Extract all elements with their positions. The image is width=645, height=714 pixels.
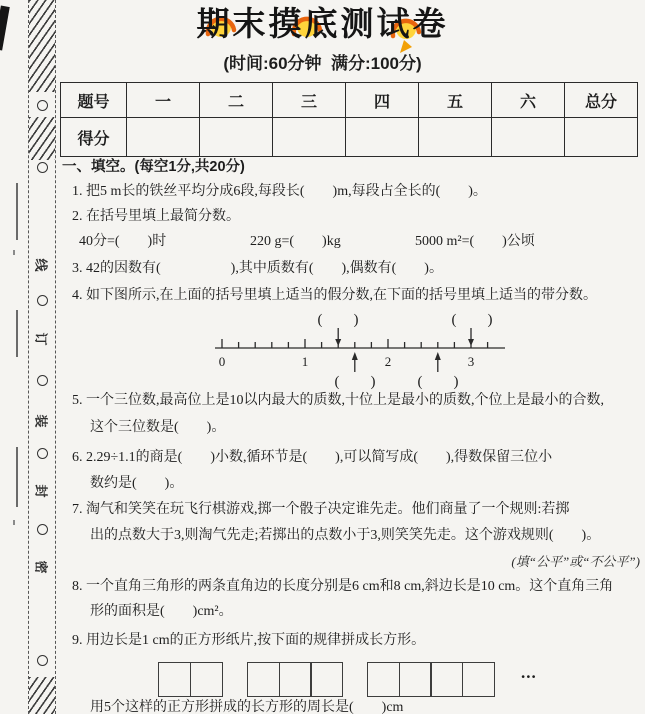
exam-meta: (时间:60分钟 满分:100分) — [223, 54, 422, 73]
seal-char-ding: 订 — [33, 332, 49, 346]
score-header-cell: 一 — [127, 83, 200, 118]
down-arrow-icon — [338, 328, 471, 340]
seal-circle — [37, 162, 48, 173]
numberline-diagram — [195, 306, 525, 392]
seal-char-mi: 密 — [33, 560, 49, 574]
score-header-cell: 二 — [200, 83, 273, 118]
score-table-header-row — [61, 83, 638, 118]
question-5-line2: 这个三位数是( )。 — [90, 420, 226, 435]
question-3: 3. 42的因数有( ),其中质数有( ),偶数有( )。 — [72, 261, 443, 276]
blank-paren: ) — [487, 312, 493, 328]
seal-circle — [37, 375, 48, 386]
blank-paren: ( — [317, 312, 323, 328]
score-table — [60, 82, 638, 157]
unit-square — [462, 662, 495, 697]
question-8-line1: 8. 一个直角三角形的两条直角边的长度分别是6 cm和8 cm,斜边长是10 cm。这个直角三角 — [72, 579, 614, 594]
square-pattern-group-2 — [247, 662, 343, 697]
seal-circle — [37, 448, 48, 459]
score-header-cell: 四 — [346, 83, 419, 118]
question-9-tail: 用5个这样的正方形拼成的长方形的周长是( )cm — [90, 700, 404, 714]
unit-square — [279, 662, 312, 697]
question-9: 9. 用边长是1 cm的正方形纸片,按下面的规律拼成长方形。 — [72, 633, 426, 648]
score-empty-cell — [565, 118, 638, 157]
margin-line — [16, 447, 18, 507]
blank-paren: ) — [453, 374, 459, 390]
question-2-item-a: 40分=( )时 — [79, 234, 167, 249]
score-empty-cell — [346, 118, 419, 157]
seal-circle — [37, 295, 48, 306]
score-table-score-row — [61, 118, 638, 157]
seal-char-feng: 封 — [33, 484, 49, 498]
numberline-label: 2 — [384, 354, 392, 369]
question-5-line1: 5. 一个三位数,最高位上是10以内最大的质数,十位上是最小的质数,个位上是最小的合数, — [72, 393, 604, 408]
blank-paren: ) — [370, 374, 376, 390]
seal-circle — [37, 655, 48, 666]
margin-line — [16, 183, 18, 240]
score-empty-cell — [200, 118, 273, 157]
question-7-line2: 出的点数大于3,则淘气先走;若掷出的点数小于3,则笑笑先走。这个游戏规则( )。 — [90, 528, 601, 543]
blank-paren: ( — [451, 312, 457, 328]
unit-square — [190, 662, 223, 697]
question-7-line1: 7. 淘气和笑笑在玩飞行棋游戏,掷一个骰子决定谁先走。他们商量了一个规则:若掷 — [72, 502, 570, 517]
up-arrow-icon — [355, 359, 438, 372]
unit-square — [367, 662, 400, 697]
numberline-label: 3 — [467, 354, 475, 369]
question-7-hint: (填“公平”或“不公平”) — [511, 554, 640, 569]
score-header-cell: 题号 — [61, 83, 127, 118]
minor-ticks — [239, 342, 488, 348]
score-empty-cell — [492, 118, 565, 157]
question-8-line2: 形的面积是( )cm²。 — [90, 604, 233, 619]
score-header-cell: 三 — [273, 83, 346, 118]
numberline-label: 0 — [218, 354, 226, 369]
question-2: 2. 在括号里填上最简分数。 — [72, 209, 240, 224]
hatch-strip-bottom — [29, 677, 55, 714]
square-pattern-group-3 — [367, 662, 495, 697]
unit-square — [430, 662, 463, 697]
question-2-item-c: 5000 m²=( )公顷 — [415, 234, 535, 249]
margin-dash — [13, 250, 15, 255]
pattern-ellipsis: ... — [521, 663, 537, 682]
unit-square — [158, 662, 191, 697]
up-arrow-icon — [352, 352, 358, 360]
unit-square — [247, 662, 280, 697]
seal-band — [28, 0, 56, 714]
unit-square — [310, 662, 343, 697]
score-empty-cell — [273, 118, 346, 157]
score-empty-cell — [419, 118, 492, 157]
question-6-line2: 数约是( )。 — [90, 476, 184, 491]
margin-line — [16, 310, 18, 357]
up-arrow-icon — [435, 352, 441, 360]
score-row-label: 得分 — [61, 118, 127, 157]
unit-square — [399, 662, 432, 697]
score-header-cell: 六 — [492, 83, 565, 118]
question-4: 4. 如下图所示,在上面的括号里填上适当的假分数,在下面的括号里填上适当的带分数。 — [72, 288, 597, 303]
seal-circle — [37, 524, 48, 535]
question-1: 1. 把5 m长的铁丝平均分成6段,每段长( )m,每段占全长的( )。 — [72, 184, 487, 199]
question-6-line1: 6. 2.29÷1.1的商是( )小数,循环节是( ),可以简写成( ),得数保留三位小 — [72, 450, 553, 465]
page-title: 期末摸底测试卷 — [196, 5, 449, 42]
hatch-strip-mid — [29, 117, 55, 160]
seal-char-zhuang: 装 — [33, 414, 49, 428]
margin-dash — [13, 520, 15, 525]
question-2-item-b: 220 g=( )kg — [250, 234, 341, 249]
numberline-label: 1 — [301, 354, 309, 369]
blank-paren: ( — [334, 374, 340, 390]
blank-paren: ( — [417, 374, 423, 390]
square-pattern-group-1 — [158, 662, 223, 697]
major-ticks — [222, 339, 471, 348]
score-header-cell: 总分 — [565, 83, 638, 118]
score-empty-cell — [127, 118, 200, 157]
section-heading: 一、填空。(每空1分,共20分) — [62, 159, 245, 175]
blank-paren: ) — [353, 312, 359, 328]
seal-circle — [37, 100, 48, 111]
score-header-cell: 五 — [419, 83, 492, 118]
seal-char-xian: 线 — [33, 258, 49, 272]
